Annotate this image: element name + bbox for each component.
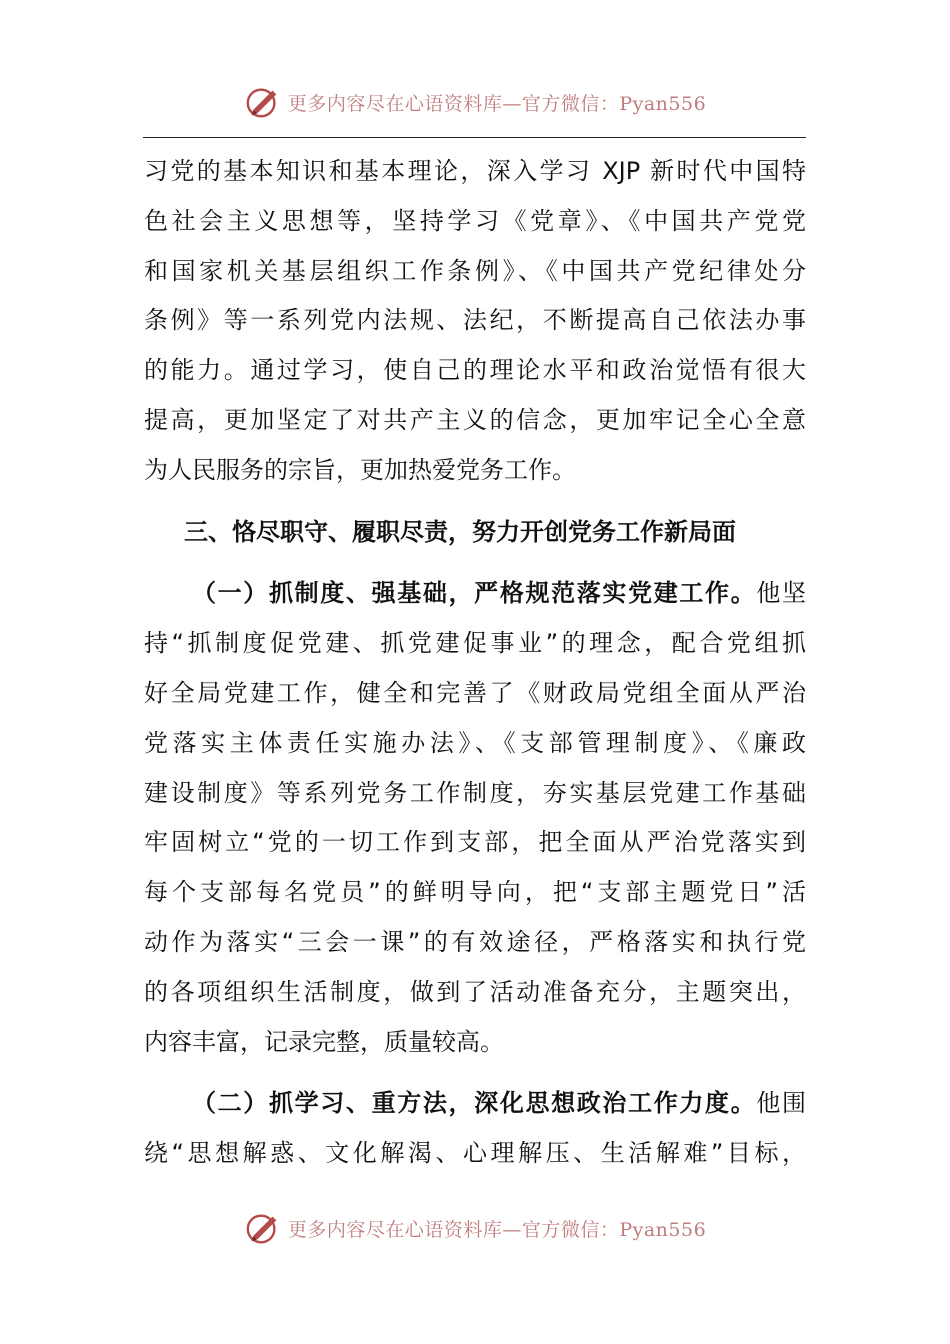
body-line: 提高，更加坚定了对共产主义的信念，更加牢记全心全意 [144, 405, 806, 434]
body-line: 好全局党建工作，健全和完善了《财政局党组全面从严治 [144, 678, 806, 707]
body-text: 他坚 [756, 579, 806, 608]
body-line: 党落实主体责任实施办法》、《支部管理制度》、《廉政 [144, 728, 806, 757]
document-body [144, 147, 806, 1179]
body-text: 他围 [756, 1089, 806, 1118]
body-line: 动作为落实“三会一课”的有效途径，严格落实和执行党 [144, 927, 806, 956]
header-rule [143, 137, 806, 138]
subsection-first-line [144, 569, 806, 619]
subsection-title: （二）抓学习、重方法，深化思想政治工作力度。 [192, 1089, 757, 1118]
body-line: 条例》等一系列党内法规、法纪，不断提高自己依法办事 [144, 306, 806, 335]
pen-logo-icon [244, 83, 282, 121]
subsection-title: （一）抓制度、强基础，严格规范落实党建工作。 [192, 579, 757, 608]
footer-watermark-text: 更多内容尽在心语资料库—官方微信：Pyan556 [287, 1218, 707, 1241]
body-line: 牢固树立“党的一切工作到支部，把全面从严治党落实到 [144, 828, 806, 857]
section-heading: 三、恪尽职守、履职尽责，努力开创党务工作新局面 [184, 517, 736, 546]
body-line: 建设制度》等系列党务工作制度，夯实基层党建工作基础 [144, 778, 806, 807]
header-watermark-text: 更多内容尽在心语资料库—官方微信：Pyan556 [287, 92, 707, 115]
pen-logo-icon [244, 1209, 282, 1247]
header-watermark [0, 80, 950, 124]
body-line: 为人民服务的宗旨，更加热爱党务工作。 [144, 455, 576, 484]
body-line: 的各项组织生活制度，做到了活动准备充分，主题突出， [144, 977, 806, 1006]
body-line: 的能力。通过学习，使自己的理论水平和政治觉悟有很大 [144, 356, 806, 385]
body-line: 持“抓制度促党建、抓党建促事业”的理念，配合党组抓 [144, 629, 806, 658]
body-line: 和国家机关基层组织工作条例》、《中国共产党纪律处分 [144, 256, 806, 285]
body-line: 内容丰富，记录完整，质量较高。 [144, 1027, 504, 1056]
footer-watermark [0, 1206, 950, 1250]
body-line: 习党的基本知识和基本理论，深入学习 XJP 新时代中国特 [144, 157, 806, 185]
body-line: 每个支部每名党员”的鲜明导向，把“支部主题党日”活 [144, 878, 806, 907]
body-line: 色社会主义思想等，坚持学习《党章》、《中国共产党党 [144, 206, 806, 235]
body-line: 绕“思想解惑、文化解渴、心理解压、生活解难”目标， [144, 1139, 806, 1168]
subsection-first-line [144, 1079, 806, 1129]
